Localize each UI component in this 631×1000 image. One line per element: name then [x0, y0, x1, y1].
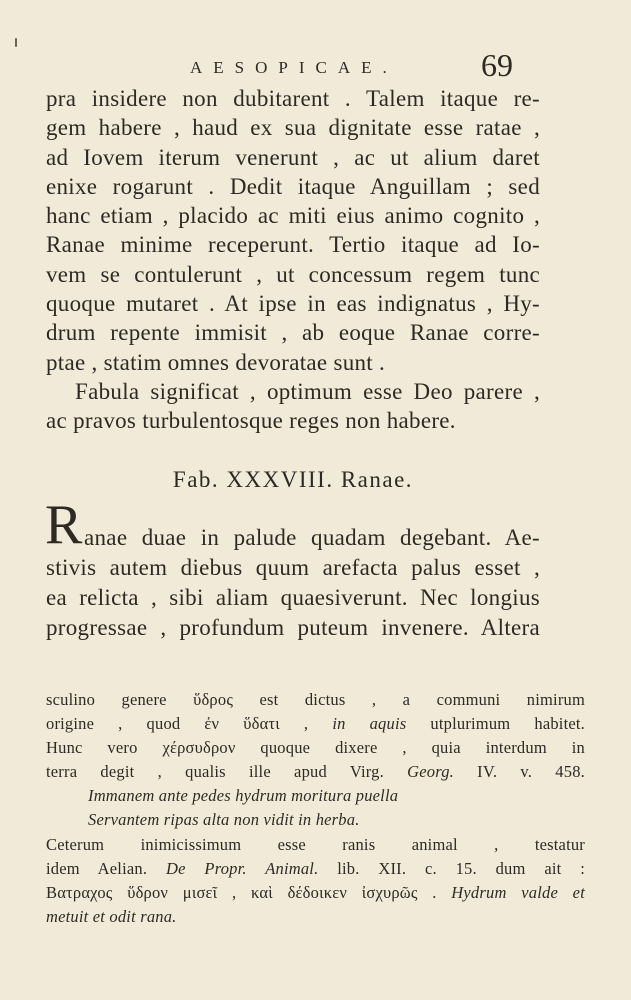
footnote-italic-text: Hydrum valde et: [451, 882, 585, 902]
preceding-fable-text: [46, 84, 540, 436]
text-line: enixe rogarunt . Dedit itaque Anguillam ; sed: [46, 173, 540, 199]
text-line: ea relicta , sibi aliam quaesiverunt. Nec longius: [46, 585, 540, 610]
footnote-line: [46, 760, 585, 784]
footnote-line: [46, 905, 585, 929]
footnote-line: [46, 736, 585, 760]
footnote-line: [46, 881, 585, 905]
text-line: ad Iovem iterum venerunt , ac ut alium daret: [46, 144, 540, 170]
drop-cap-initial: R: [45, 494, 83, 556]
text-line: quoque mutaret . At ipse in eas indignatus , Hy-: [46, 291, 540, 317]
footnote-italic-text: Georg.: [407, 762, 454, 782]
footnote-line: [46, 857, 585, 881]
footnote-italic-text: Servantem ripas alta non vidit in herba.: [88, 810, 360, 830]
text-line: stivis autem diebus quum arefacta palus esset ,: [46, 555, 540, 580]
text-line: vem se contulerunt , ut concessum regem tunc: [46, 261, 540, 287]
quoted-verse-line: [46, 784, 585, 808]
footnote-text: Hunc vero χέρσυδρον quoque dixere , quia interdum in: [46, 738, 585, 758]
footnote-italic-text: De Propr. Animal.: [165, 858, 319, 878]
moral-line: Fabula significat , optimum esse Deo parere ,: [75, 378, 540, 404]
text-line: progressae , profundum puteum invenere. Altera: [46, 615, 540, 640]
footnote-italic-text: metuit et odit rana.: [46, 906, 177, 926]
text-line: pra insidere non dubitarent . Talem itaque re-: [46, 86, 540, 111]
footnote-text: lib. XII. c. 15. dum ait :: [318, 858, 585, 878]
footnote-line: [46, 712, 585, 736]
footnote-text: sculino genere ὕδρος est dictus , a communi nimirum: [46, 690, 585, 709]
footnote-greek-text: Βατραχος ὕδρον μισεῖ , καὶ δέδοικεν ἰσχυρῶς .: [46, 882, 452, 902]
footnote-text: terra degit , qualis ille apud Virg.: [46, 762, 408, 782]
fable-heading: Fab. XXXVIII. Ranae.: [172, 467, 414, 492]
footnote-text: origine , quod ἐν ὕδατι ,: [46, 714, 333, 734]
text-line: drum repente immisit , ab eoque Ranae corre-: [46, 320, 540, 346]
footnote-italic-text: in aquis: [332, 714, 407, 734]
footnote-line: [46, 833, 585, 857]
footnote-text: Ceterum inimicissimum esse ranis animal , testatur: [46, 834, 585, 854]
quoted-verse-line: [46, 808, 585, 832]
footnote-text: IV. v. 458.: [453, 762, 585, 782]
footnote-text: idem Aelian.: [46, 858, 166, 878]
text-line: Ranae minime receperunt. Tertio itaque ad Io-: [46, 232, 540, 258]
text-line: ptae , statim omnes devoratae sunt .: [46, 349, 386, 375]
text-line: gem habere , haud ex sua dignitate esse ratae ,: [46, 115, 540, 141]
scan-speck: [15, 38, 17, 47]
footnote-italic-text: Immanem ante pedes hydrum moritura puella: [88, 786, 399, 806]
footnote-line: [46, 688, 585, 712]
text-line: hanc etiam , placido ac miti eius animo cognito ,: [46, 203, 540, 229]
footnote: [46, 688, 585, 929]
fable-text: [46, 553, 540, 643]
fable-first-line: anae duae in palude quadam degebant. Ae-: [84, 525, 540, 550]
footnote-text: utplurimum habitet.: [406, 714, 585, 734]
page-number: 69: [481, 47, 513, 83]
moral-line: ac pravos turbulentosque reges non habere.: [46, 408, 456, 434]
running-title: AESOPICAE.: [190, 58, 398, 77]
